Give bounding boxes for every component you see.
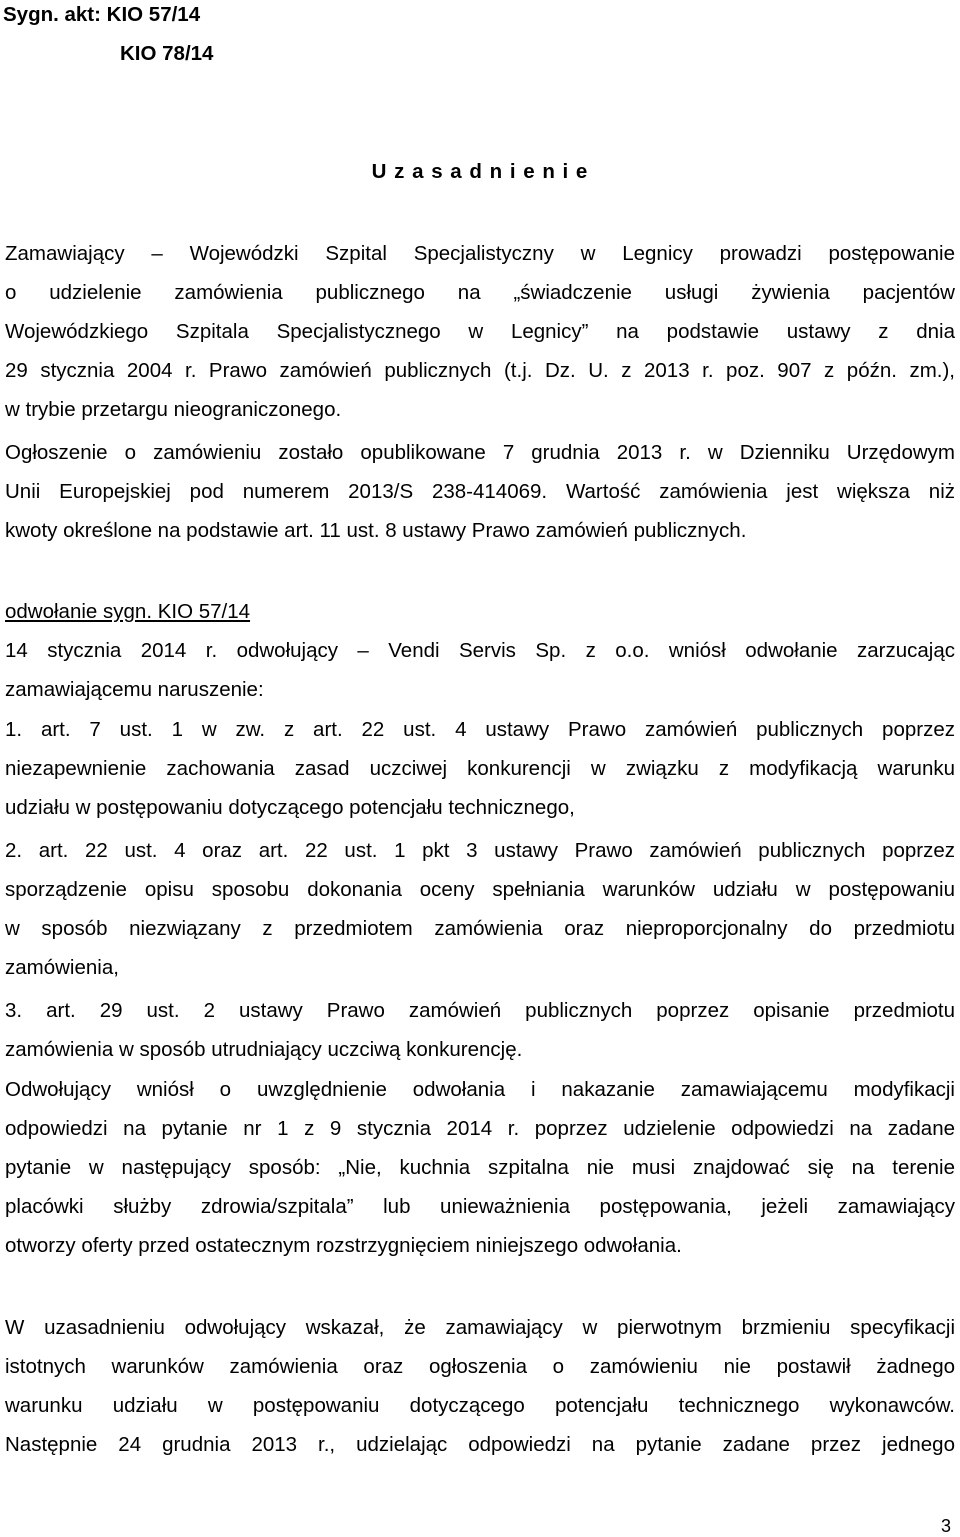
list-item-line: 3. art. 29 ust. 2 ustawy Prawo zamówień publicznych poprzez opisanie przedmiotu <box>5 999 955 1022</box>
paragraph-line: istotnych warunków zamówienia oraz ogłoszenia o zamówieniu nie postawił żadnego <box>5 1355 955 1378</box>
paragraph-line: placówki służby zdrowia/szpitala” lub unieważnienia postępowania, jeżeli zamawiający <box>5 1195 955 1218</box>
list-item-line: w sposób niezwiązany z przedmiotem zamówienia oraz nieproporcjonalny do przedmiotu <box>5 917 955 940</box>
paragraph-line: Odwołujący wniósł o uwzględnienie odwołania i nakazanie zamawiającemu modyfikacji <box>5 1078 955 1101</box>
paragraph-line: Wojewódzkiego Szpitala Specjalistycznego w Legnicy” na podstawie ustawy z dnia <box>5 320 955 343</box>
list-item-line: zamówienia, <box>5 956 119 979</box>
paragraph-line: Ogłoszenie o zamówieniu zostało opublikowane 7 grudnia 2013 r. w Dzienniku Urzędowym <box>5 441 955 464</box>
paragraph-line: kwoty określone na podstawie art. 11 ust. 8 ustawy Prawo zamówień publicznych. <box>5 519 747 542</box>
list-item-line: 1. art. 7 ust. 1 w zw. z art. 22 ust. 4 ustawy Prawo zamówień publicznych poprzez <box>5 718 955 741</box>
paragraph-line: odpowiedzi na pytanie nr 1 z 9 stycznia 2014 r. poprzez udzielenie odpowiedzi na zadane <box>5 1117 955 1140</box>
page-number: 3 <box>941 1516 952 1536</box>
paragraph-line: Zamawiający – Wojewódzki Szpital Specjalistyczny w Legnicy prowadzi postępowanie <box>5 242 955 265</box>
list-item-line: zamówienia w sposób utrudniający uczciwą konkurencję. <box>5 1038 523 1061</box>
appeal-label: odwołanie sygn. KIO 57/14 <box>5 600 251 623</box>
paragraph-line: 14 stycznia 2014 r. odwołujący – Vendi Servis Sp. z o.o. wniósł odwołanie zarzucając <box>5 639 955 662</box>
list-item-line: udziału w postępowaniu dotyczącego potencjału technicznego, <box>5 796 575 819</box>
paragraph-line: w trybie przetargu nieograniczonego. <box>5 398 342 421</box>
paragraph-line: pytanie w następujący sposób: „Nie, kuchnia szpitalna nie musi znajdować się na terenie <box>5 1156 955 1179</box>
case-signature: Sygn. akt: KIO 57/14 <box>3 3 201 26</box>
list-item-line: 2. art. 22 ust. 4 oraz art. 22 ust. 1 pkt 3 ustawy Prawo zamówień publicznych poprzez <box>5 839 955 862</box>
paragraph-line: warunku udziału w postępowaniu dotyczącego potencjału technicznego wykonawców. <box>5 1394 955 1417</box>
paragraph-line: otworzy oferty przed ostatecznym rozstrzygnięciem niniejszego odwołania. <box>5 1234 682 1257</box>
case-signature-secondary: KIO 78/14 <box>120 42 214 65</box>
paragraph-line: 29 stycznia 2004 r. Prawo zamówień publicznych (t.j. Dz. U. z 2013 r. poz. 907 z późn. zm.), <box>5 359 955 382</box>
paragraph-line: Następnie 24 grudnia 2013 r., udzielając odpowiedzi na pytanie zadane przez jednego <box>5 1433 955 1456</box>
list-item-line: sporządzenie opisu sposobu dokonania oceny spełniania warunków udziału w postępowaniu <box>5 878 955 901</box>
list-item-line: niezapewnienie zachowania zasad uczciwej konkurencji w związku z modyfikacją warunku <box>5 757 955 780</box>
paragraph-line: o udzielenie zamówienia publicznego na „świadczenie usługi żywienia pacjentów <box>5 281 955 304</box>
paragraph-line: W uzasadnieniu odwołujący wskazał, że zamawiający w pierwotnym brzmieniu specyfikacji <box>5 1316 955 1339</box>
paragraph-line: Unii Europejskiej pod numerem 2013/S 238-414069. Wartość zamówienia jest większa niż <box>5 480 955 503</box>
document-heading: U z a s a d n i e n i e <box>371 160 589 183</box>
paragraph-line: zamawiającemu naruszenie: <box>5 678 264 701</box>
